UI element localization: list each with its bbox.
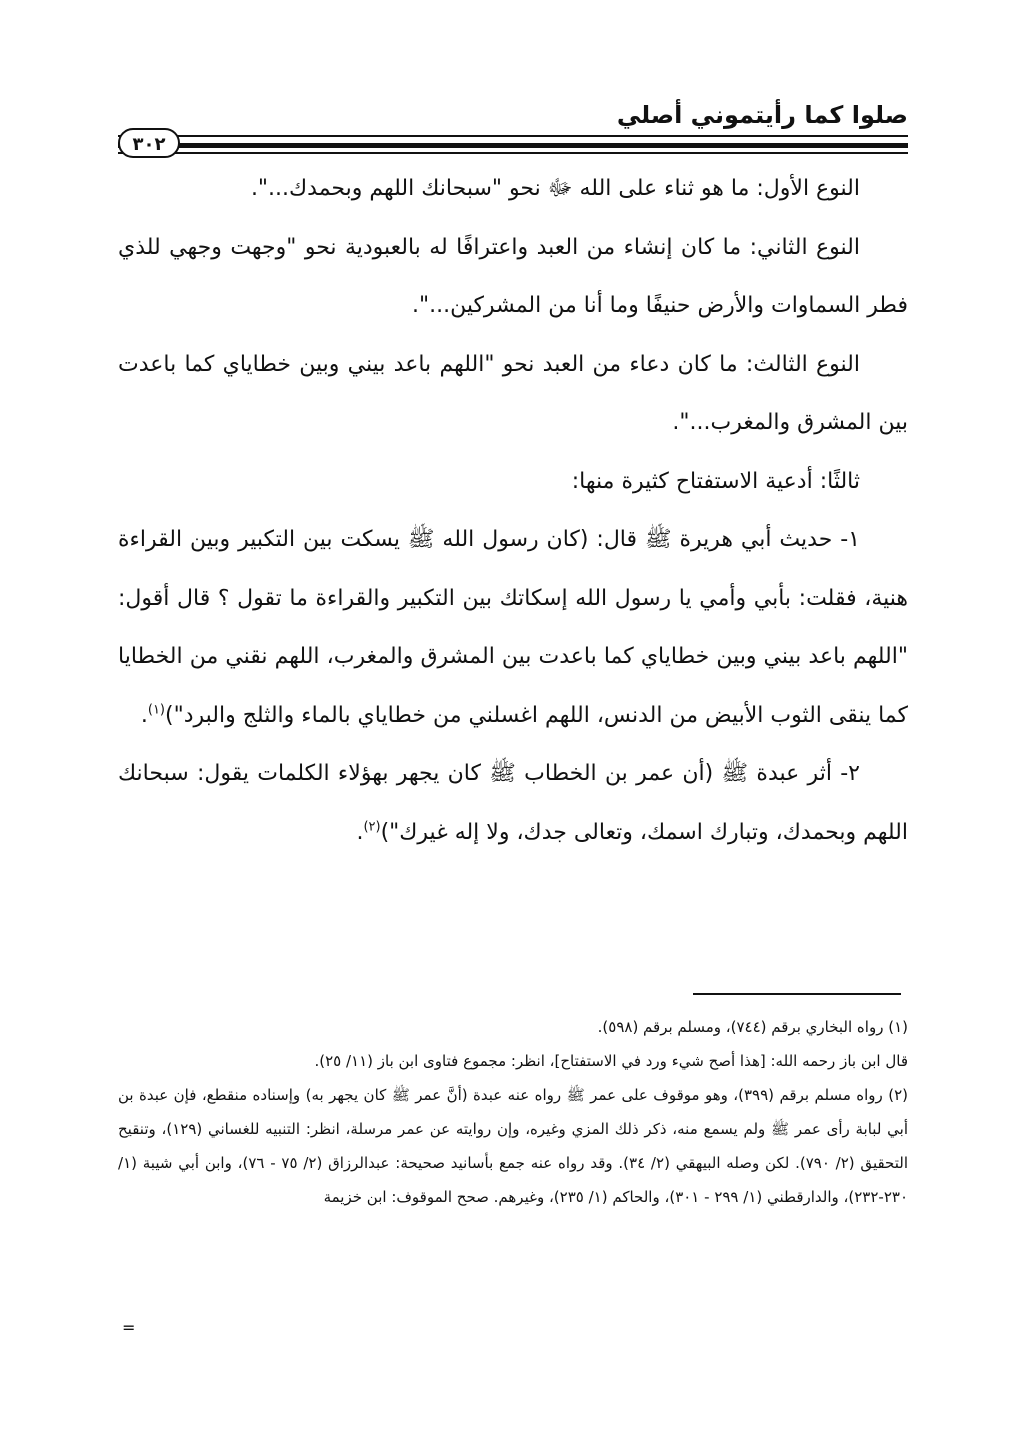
- footnotes: [118, 1010, 908, 1214]
- main-text: [118, 160, 908, 862]
- period: .: [356, 819, 364, 845]
- paragraph-type-three: النوع الثالث: ما كان دعاء من العبد نحو "اللهم باعد بيني وبين خطاياي كما باعدت بين المشرق والمغرب...".: [118, 351, 908, 435]
- footnote-reference-2[interactable]: (٢): [363, 819, 381, 835]
- paragraph-third-heading: ثالثًا: أدعية الاستفتاح كثيرة منها:: [571, 468, 860, 494]
- footnote-continuation-mark: =: [122, 1318, 136, 1337]
- header-rule-top: [118, 135, 908, 137]
- footnote-1-comment: قال ابن باز رحمه الله: [هذا أصح شيء ورد في الاستفتاح]، انظر: مجموع فتاوى ابن باز (١١/ ٢٥).: [314, 1052, 908, 1070]
- page-header: [118, 100, 908, 160]
- footnote-separator: [693, 993, 901, 995]
- footnote-1: (١) رواه البخاري برقم (٧٤٤)، ومسلم برقم (٥٩٨).: [597, 1018, 908, 1036]
- header-rule-bottom: [118, 152, 908, 154]
- period: .: [140, 702, 148, 728]
- book-title: صلوا كما رأيتموني أصلي: [616, 101, 908, 129]
- paragraph-athar-abdah: [118, 745, 908, 862]
- hadith-text: ١- حديث أبي هريرة ﷺ قال: (كان رسول الله ﷺ يسكت بين التكبير وبين القراءة هنية، فقلت: بأبي وأمي يا رسول الله إسكاتك بين التكبير والقراءة ما تقول ؟ قال أقول: "اللهم باعد بيني وبين خطاياي كما باعدت بين المشرق والمغرب، اللهم نقني من الخطايا كما ينقى الثوب الأبيض من الدنس، اللهم اغسلني من خطاياي بالماء والثلج والبرد"): [118, 527, 908, 728]
- athar-text: ٢- أثر عبدة ﷺ (أن عمر بن الخطاب ﷺ كان يجهر بهؤلاء الكلمات يقول: سبحانك اللهم وبحمدك، وتبارك اسمك، وتعالى جدك، ولا إله غيرك"): [118, 761, 908, 845]
- paragraph-type-two: النوع الثاني: ما كان إنشاء من العبد واعترافًا له بالعبودية نحو "وجهت وجهي للذي فطر السماوات والأرض حنيفًا وما أنا من المشركين...".: [118, 234, 908, 318]
- paragraph-hadith-abu-hurayra: [118, 511, 908, 745]
- footnote-2: (٢) رواه مسلم برقم (٣٩٩)، وهو موقوف على عمر ﷺ رواه عنه عبدة (أنَّ عمر ﷺ كان يجهر به) وإسناده منقطع، فإن عبدة بن أبي لبابة رأى عمر ﷺ ولم يسمع منه، ذكر ذلك المزي وغيره، وإن روايته عن عمر مرسلة، انظر: التنبيه للغساني (١٢٩)، وتنقيح التحقيق (٢/ ٧٩٠). لكن وصله البيهقي (٢/ ٣٤). وقد رواه عنه جمع بأسانيد صحيحة: عبدالرزاق (٢/ ٧٥ - ٧٦)، وابن أبي شيبة (١/ ٢٣٠-٢٣٢)، والدارقطني (١/ ٢٩٩ - ٣٠١)، والحاكم (١/ ٢٣٥)، وغيرهم. صحح الموقوف: ابن خزيمة: [118, 1086, 909, 1206]
- header-rule-thick: [118, 143, 908, 148]
- footnote-reference-1[interactable]: (١): [147, 702, 165, 718]
- paragraph-type-one: النوع الأول: ما هو ثناء على الله ﷻ نحو "سبحانك اللهم وبحمدك...".: [250, 176, 860, 201]
- page-number: ٣٠٢: [118, 128, 180, 158]
